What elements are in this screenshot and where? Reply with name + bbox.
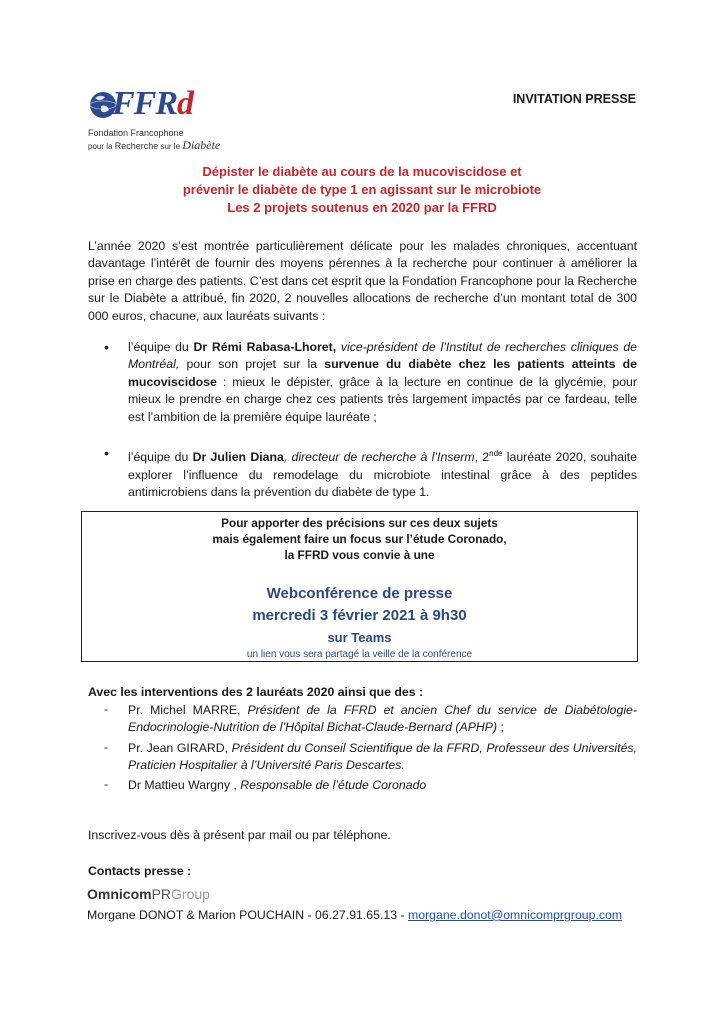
title-line-1: Dépister le diabète au cours de la mucoviscidose et	[202, 164, 522, 179]
title-line-2: prévenir le diabète de type 1 en agissant sur le microbiote	[182, 182, 542, 197]
bullet-item-rabasa: l’équipe du Dr Rémi Rabasa-Lhoret, vice-président de l’Institut de recherches cliniques de Montréal, pour son projet sur la survenue du diabète chez les patients atteints de mucoviscidose : mieux le dépister, grâce à la lecture en continue de la glycémie, pour mieux le prendre en charge chez ces patients très largement impactés par ce fardeau, telle est l’ambition de la première équipe lauréate ;	[128, 340, 637, 424]
box-line-3: la FFRD vous convie à une	[284, 548, 435, 562]
box-line-2: mais également faire un focus sur l’étude Coronado,	[212, 532, 507, 546]
logo-letter-d: d	[177, 85, 194, 122]
logo-line1: Fondation Francophone	[88, 128, 184, 138]
dash-icon: -	[104, 740, 109, 754]
dash-icon: -	[104, 702, 109, 716]
dash-icon: -	[104, 777, 109, 791]
invitation-label: INVITATION PRESSE	[512, 92, 636, 106]
ffrd-logo	[86, 84, 226, 160]
interventions-heading: Avec les interventions des 2 lauréats 2020 ainsi que des :	[88, 685, 424, 699]
bullet-item-diana: l’équipe du Dr Julien Diana, directeur de recherche à l’Inserm, 2nde lauréate 2020, souhaite explorer l’influence du remodelage du microbiote intestinal grâce à des peptides antimicrobiens dans la prévention du diabète de type 1.	[128, 449, 637, 499]
event-note: un lien vous sera partagé la veille de la conférence	[246, 649, 473, 660]
intro-paragraph: L’année 2020 s’est montrée particulièrement délicate pour les malades chroniques, accentuant davantage l’intérêt de fournir des moyens pérennes à la recherche pour continuer à améliorer la prise en charge des patients. C’est dans cet esprit que la Fondation Francophone pour la Recherche sur le Diabète a attribué, fin 2020, 2 nouvelles allocations de recherche d’un montant total de 300 000 euros, chacune, aux lauréats suivants :	[88, 239, 637, 323]
box-line-1: Pour apporter des précisions sur ces deux sujets	[221, 516, 498, 530]
signup-text: Inscrivez-vous dès à présent par mail ou par téléphone.	[88, 828, 391, 842]
contact-line: Morgane DONOT & Marion POUCHAIN - 06.27.91.65.13 - morgane.donot@omnicomprgroup.com	[87, 908, 623, 922]
event-title: Webconférence de presse	[266, 585, 453, 602]
contacts-heading: Contacts presse :	[88, 864, 192, 878]
speaker-wargny: Dr Mattieu Wargny , Responsable de l’étude Coronado	[128, 778, 427, 792]
omnicom-logo: OmnicomPRGroup	[87, 886, 210, 902]
speaker-marre: Pr. Michel MARRE, Président de la FFRD et ancien Chef du service de Diabétologie-Endocrinologie-Nutrition de l’Hôpital Bichat-Claude-Bernard (APHP) ;	[128, 703, 637, 735]
logo-letters-ff: FFR	[112, 85, 178, 122]
title-line-3: Les 2 projets soutenus en 2020 par la FFRD	[227, 200, 497, 215]
bullet-icon: •	[104, 339, 109, 355]
page-title	[0, 163, 724, 217]
event-platform: sur Teams	[327, 630, 392, 645]
contact-email-link[interactable]: morgane.donot@omnicomprgroup.com	[408, 908, 623, 922]
logo-line2: pour la Recherche sur le Diabète	[88, 138, 221, 152]
speaker-girard: Pr. Jean GIRARD, Président du Conseil Scientifique de la FFRD, Professeur des Universités, Praticien Hospitalier à l’Université Paris Descartes.	[128, 741, 637, 773]
event-date: mercredi 3 février 2021 à 9h30	[252, 607, 467, 624]
bullet-icon: •	[104, 445, 109, 461]
